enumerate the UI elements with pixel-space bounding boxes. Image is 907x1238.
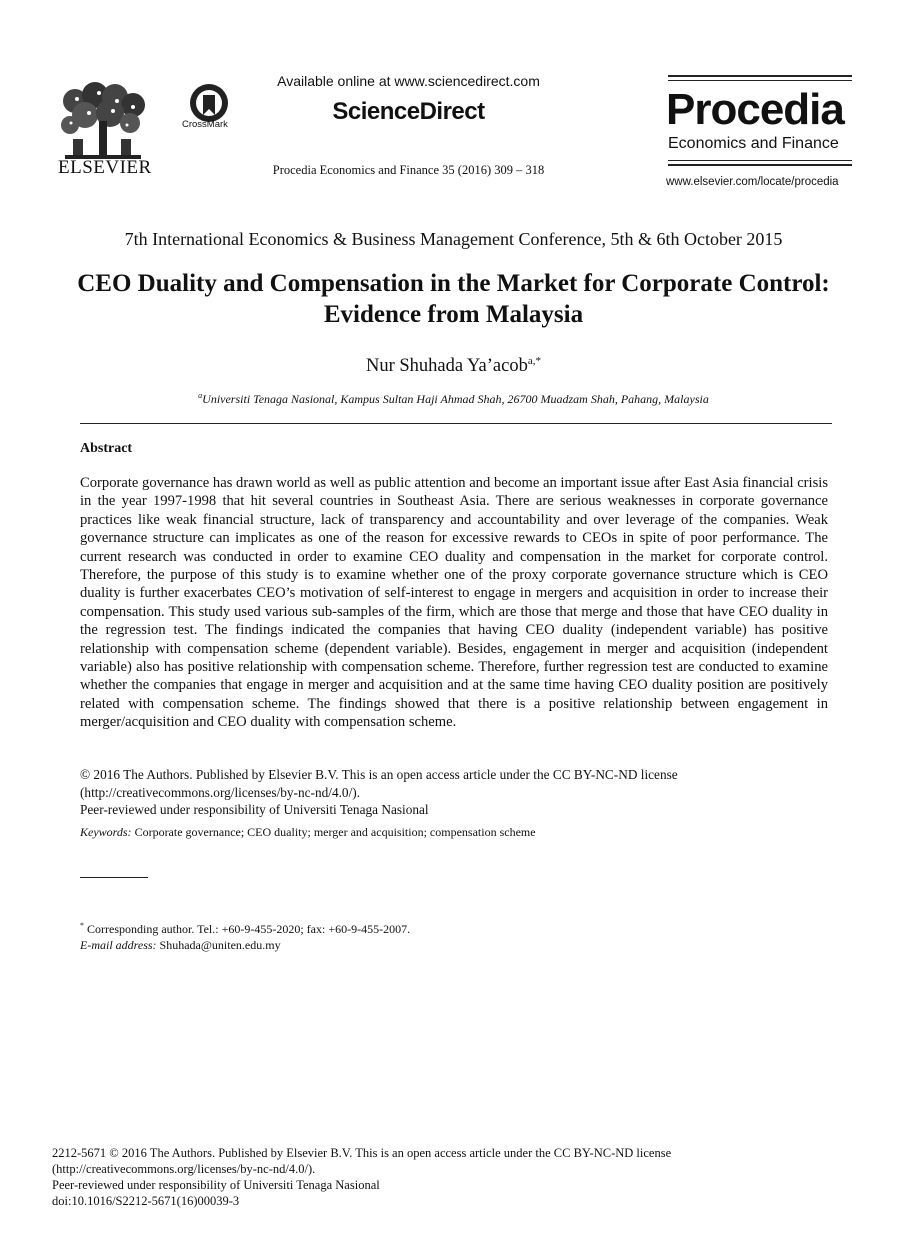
author-name: Nur Shuhada Ya’acob [366, 356, 528, 377]
affiliation [0, 391, 907, 407]
procedia-subtitle: Economics and Finance [668, 135, 839, 152]
affiliation-text: Universiti Tenaga Nasional, Kampus Sultan Haji Ahmad Shah, 26700 Muadzam Shah, Pahang, Malaysia [202, 392, 709, 406]
keywords-text: Corporate governance; CEO duality; merger and acquisition; compensation scheme [134, 825, 536, 839]
email-line [80, 937, 830, 953]
license-line: © 2016 The Authors. Published by Elsevier B.V. This is an open access article under the CC BY-NC-ND license [80, 767, 678, 782]
available-online-text: Available online at www.sciencedirect.com [277, 73, 540, 89]
email-address[interactable]: Shuhada@uniten.edu.my [159, 938, 281, 952]
doi-line[interactable]: doi:10.1016/S2212-5671(16)00039-3 [52, 1194, 240, 1208]
corresponding-author-line [80, 918, 830, 937]
license-block [80, 766, 830, 819]
email-label: E-mail address: [80, 938, 157, 952]
bottom-copyright-block [52, 1145, 852, 1209]
license-link[interactable]: (http://creativecommons.org/licenses/by-nc-nd/4.0/). [80, 784, 361, 800]
peer-review-line: Peer-reviewed under responsibility of Universiti Tenaga Nasional [80, 802, 429, 817]
procedia-rule [668, 80, 852, 81]
conference-line: 7th International Economics & Business Management Conference, 5th & 6th October 2015 [124, 229, 783, 249]
crossmark-label: CrossMark [182, 119, 228, 130]
footnote-mark: * [80, 921, 84, 930]
paper-title: CEO Duality and Compensation in the Market for Corporate Control: Evidence from Malaysia [77, 270, 830, 328]
abstract-heading: Abstract [80, 441, 133, 456]
keywords [80, 825, 830, 840]
header-divider [80, 423, 832, 424]
corresponding-text: Corresponding author. Tel.: +60-9-455-2020; fax: +60-9-455-2007. [87, 922, 411, 936]
footnote [80, 918, 830, 953]
bottom-license-link[interactable]: (http://creativecommons.org/licenses/by-nc-nd/4.0/). [52, 1162, 316, 1176]
abstract-body: Corporate governance has drawn world as well as public attention and become an important issue after East Asia financial crisis in the year 1997-1998 that hit several countries in Southeast Asia. There are serious weaknesses in corporate governance practices like weak financial structure, lack of transparency and accountability and over leverage of the companies. Weak governance structure can implicates as one of the reason for excessive rewards to CEOs in spite of poor performance. The current research was conducted in order to examine CEO duality and compensation in the market for corporate control. Therefore, the purpose of this study is to examine whether one of the proxy corporate governance structure which is CEO duality is further exacerbates CEO’s motivation of self-interest to engage in mergers and acquisition in order to increase their compensation. This study used various sub-samples of the firm, which are those that merge and those that have CEO duality in the regression test. The findings indicated the companies that having CEO duality (independent variable) has positive relationship with compensation scheme (dependent variable). Besides, engagement in merger and acquisition (independent variable) also has positive relationship with compensation scheme. Therefore, further regression test are conducted to examine whether the companies that engage in merger and acquisition and at the same time having CEO duality position are positively related with compensation scheme. The findings showed that there is a positive relationship between engagement in merger/acquisition and CEO duality with compensation scheme. [80, 475, 828, 731]
procedia-rule [668, 164, 852, 166]
author-line [0, 355, 907, 377]
journal-reference: Procedia Economics and Finance 35 (2016) 309 – 318 [272, 163, 545, 177]
affiliation-mark: a [198, 391, 203, 400]
sciencedirect-brand[interactable]: ScienceDirect [332, 98, 485, 125]
author-marks: a,* [527, 355, 541, 367]
keywords-label: Keywords: [80, 825, 132, 839]
procedia-rule [668, 75, 852, 77]
procedia-url-link[interactable]: www.elsevier.com/locate/procedia [666, 176, 839, 188]
procedia-title: Procedia [666, 85, 844, 134]
bottom-peer-review: Peer-reviewed under responsibility of Universiti Tenaga Nasional [52, 1178, 380, 1192]
elsevier-wordmark: ELSEVIER [58, 157, 152, 178]
footnote-divider [80, 877, 148, 878]
issn-line: 2212-5671 © 2016 The Authors. Published by Elsevier B.V. This is an open access article under the CC BY-NC-ND license [52, 1146, 672, 1160]
procedia-rule [668, 160, 852, 161]
